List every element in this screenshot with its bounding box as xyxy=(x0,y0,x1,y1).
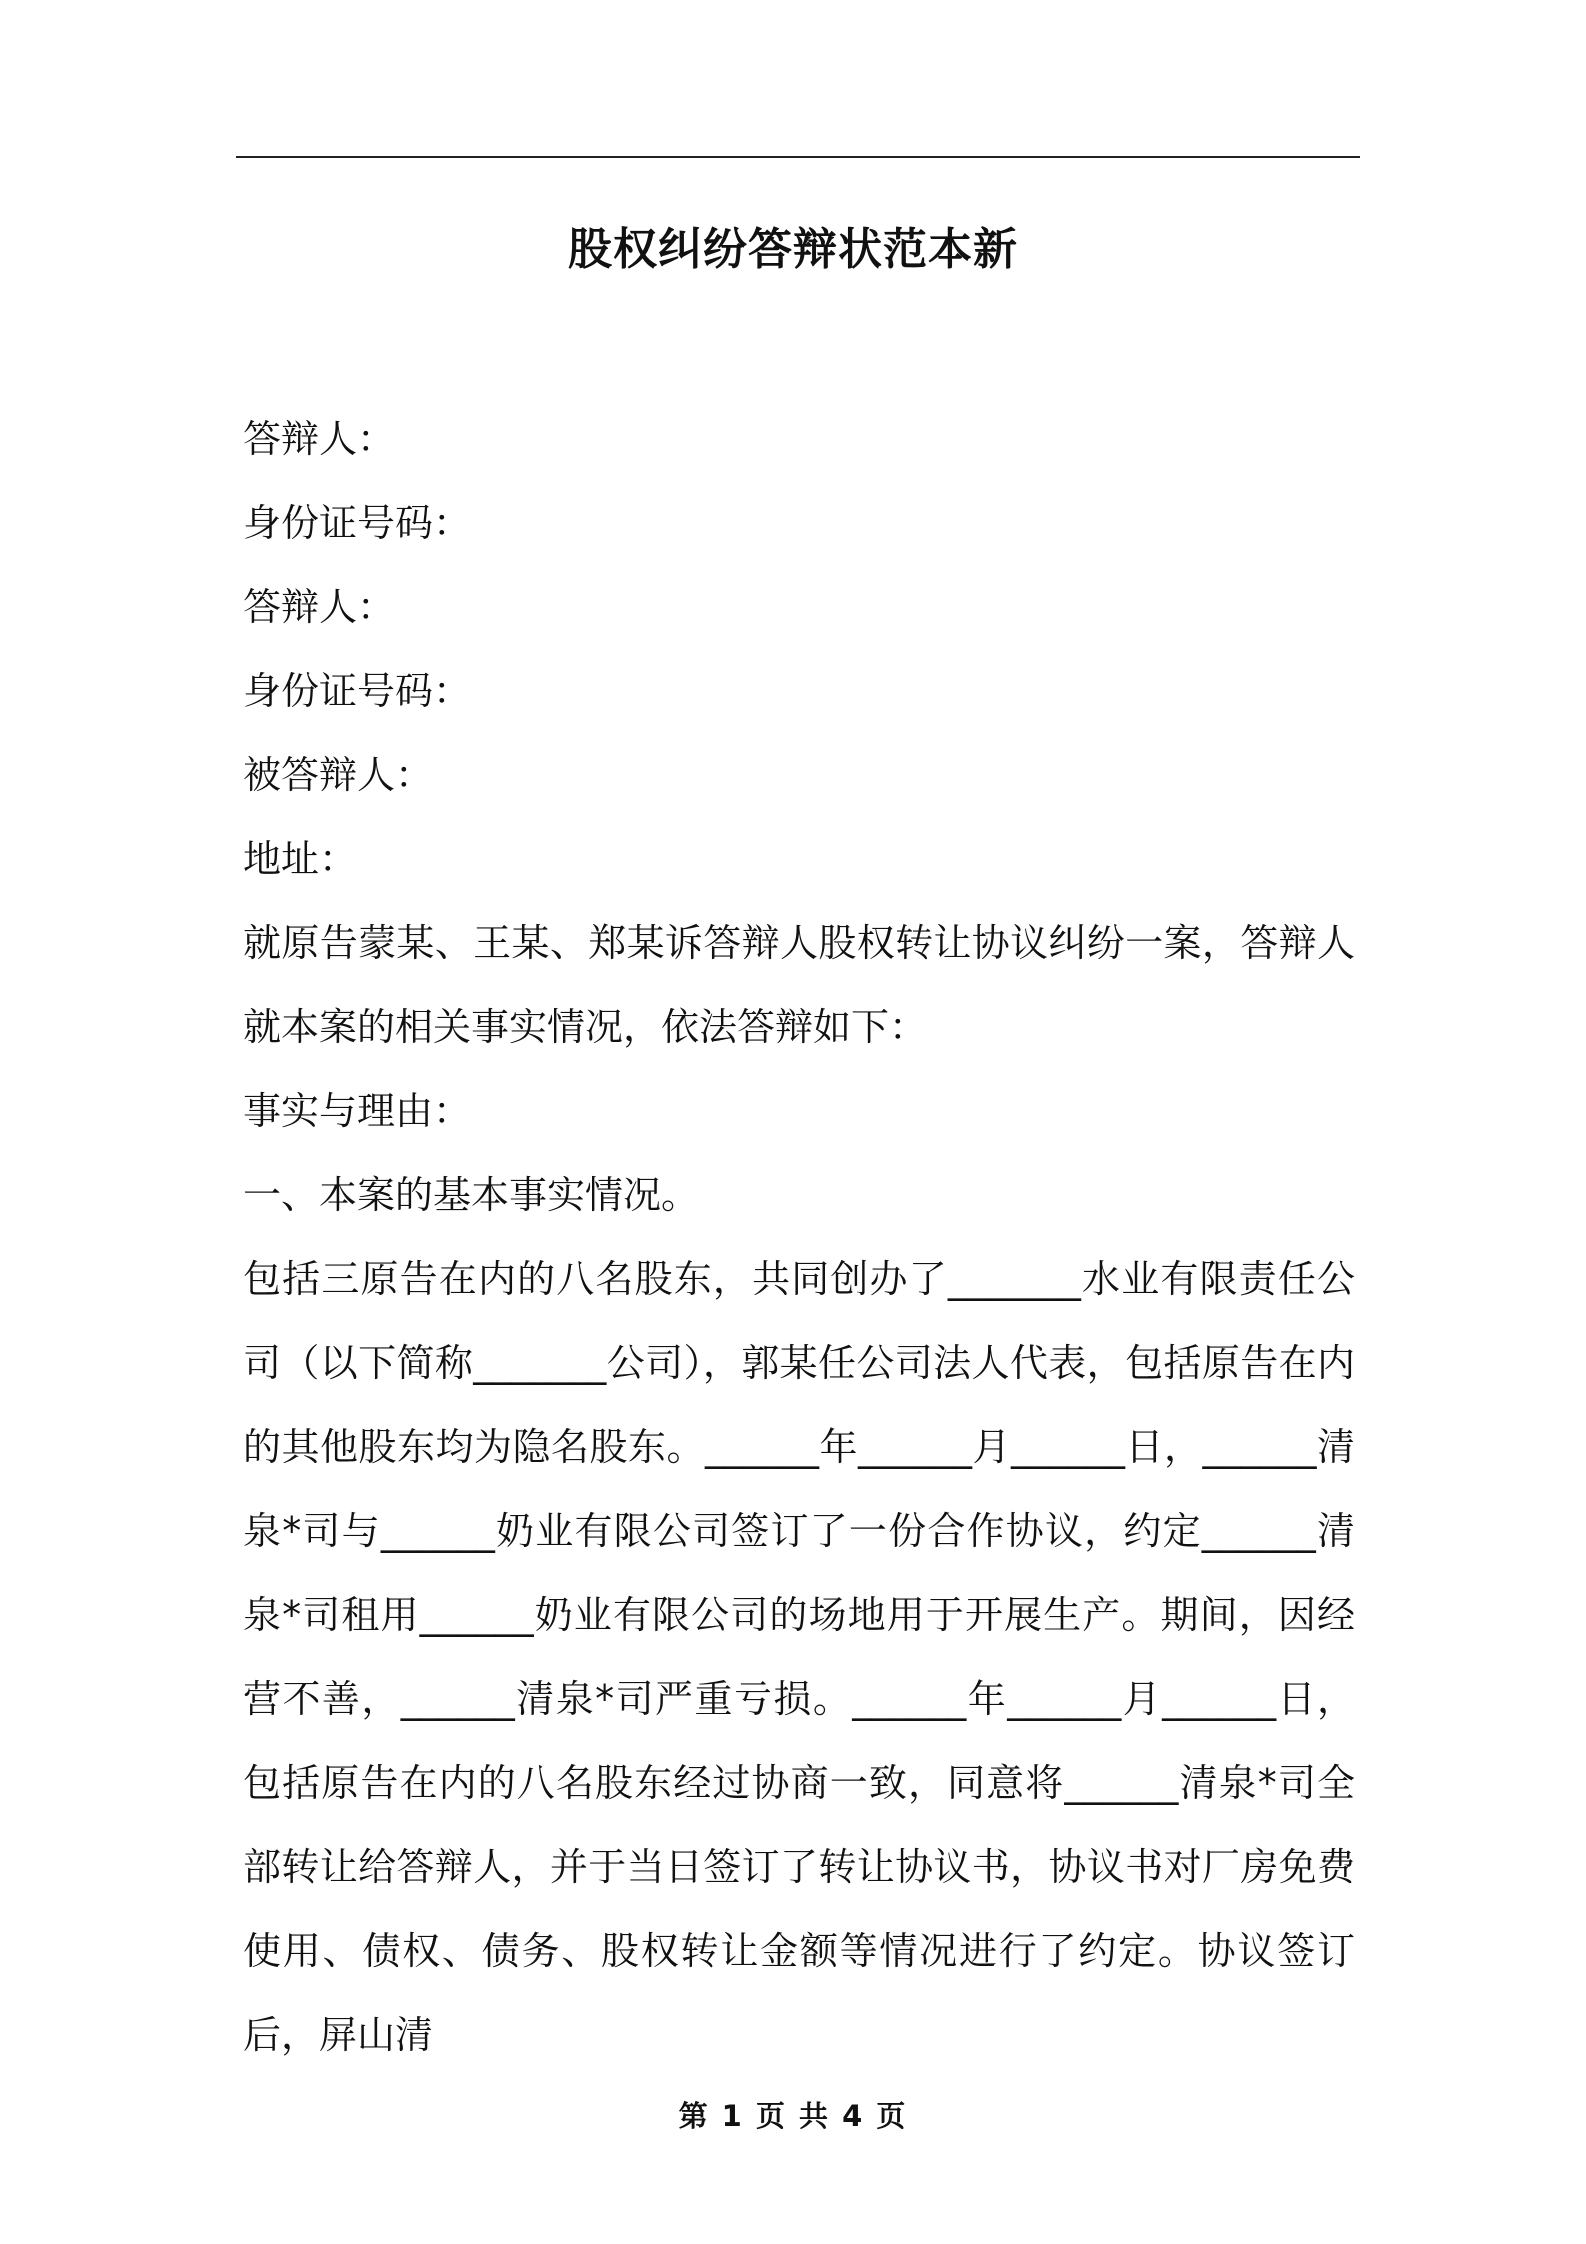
claimant-line: 被答辩人： xyxy=(243,753,434,797)
page-number: 第 1 页 共 4 页 xyxy=(678,2099,908,2133)
intro-paragraph: 就原告蒙某、王某、郑某诉答辩人股权转让协议纠纷一案，答辩人就本案的相关事实情况，依法答辩如下： xyxy=(243,921,1355,1049)
respondent-line: 答辩人： xyxy=(243,585,396,629)
header-rule xyxy=(236,156,1360,158)
address-line: 地址： xyxy=(243,837,358,881)
id-number-line: 身份证号码： xyxy=(243,669,472,713)
id-number-line: 身份证号码： xyxy=(243,501,472,545)
respondent-line: 答辩人： xyxy=(243,417,396,461)
document-body xyxy=(243,397,1355,2077)
facts-heading: 事实与理由： xyxy=(243,1089,472,1133)
section-one-heading: 一、本案的基本事实情况。 xyxy=(243,1173,700,1217)
document-title: 股权纠纷答辩状范本新 xyxy=(568,224,1018,275)
section-one-paragraph: 包括三原告在内的八名股东，共同创办了_______水业有限责任公司（以下简称_______公司），郭某任公司法人代表，包括原告在内的其他股东均为隐名股东。______年______月______日，______清泉*司与______奶业有限公司签订了一份合作协议，约定______清泉*司租用______奶业有限公司的场地用于开展生产。期间，因经营不善，______清泉*司严重亏损。______年______月______日，包括原告在内的八名股东经过协商一致，同意将______清泉*司全部转让给答辩人，并于当日签订了转让协议书，协议书对厂房免费使用、债权、债务、股权转让金额等情况进行了约定。协议签订后，屏山清 xyxy=(243,1257,1355,2057)
